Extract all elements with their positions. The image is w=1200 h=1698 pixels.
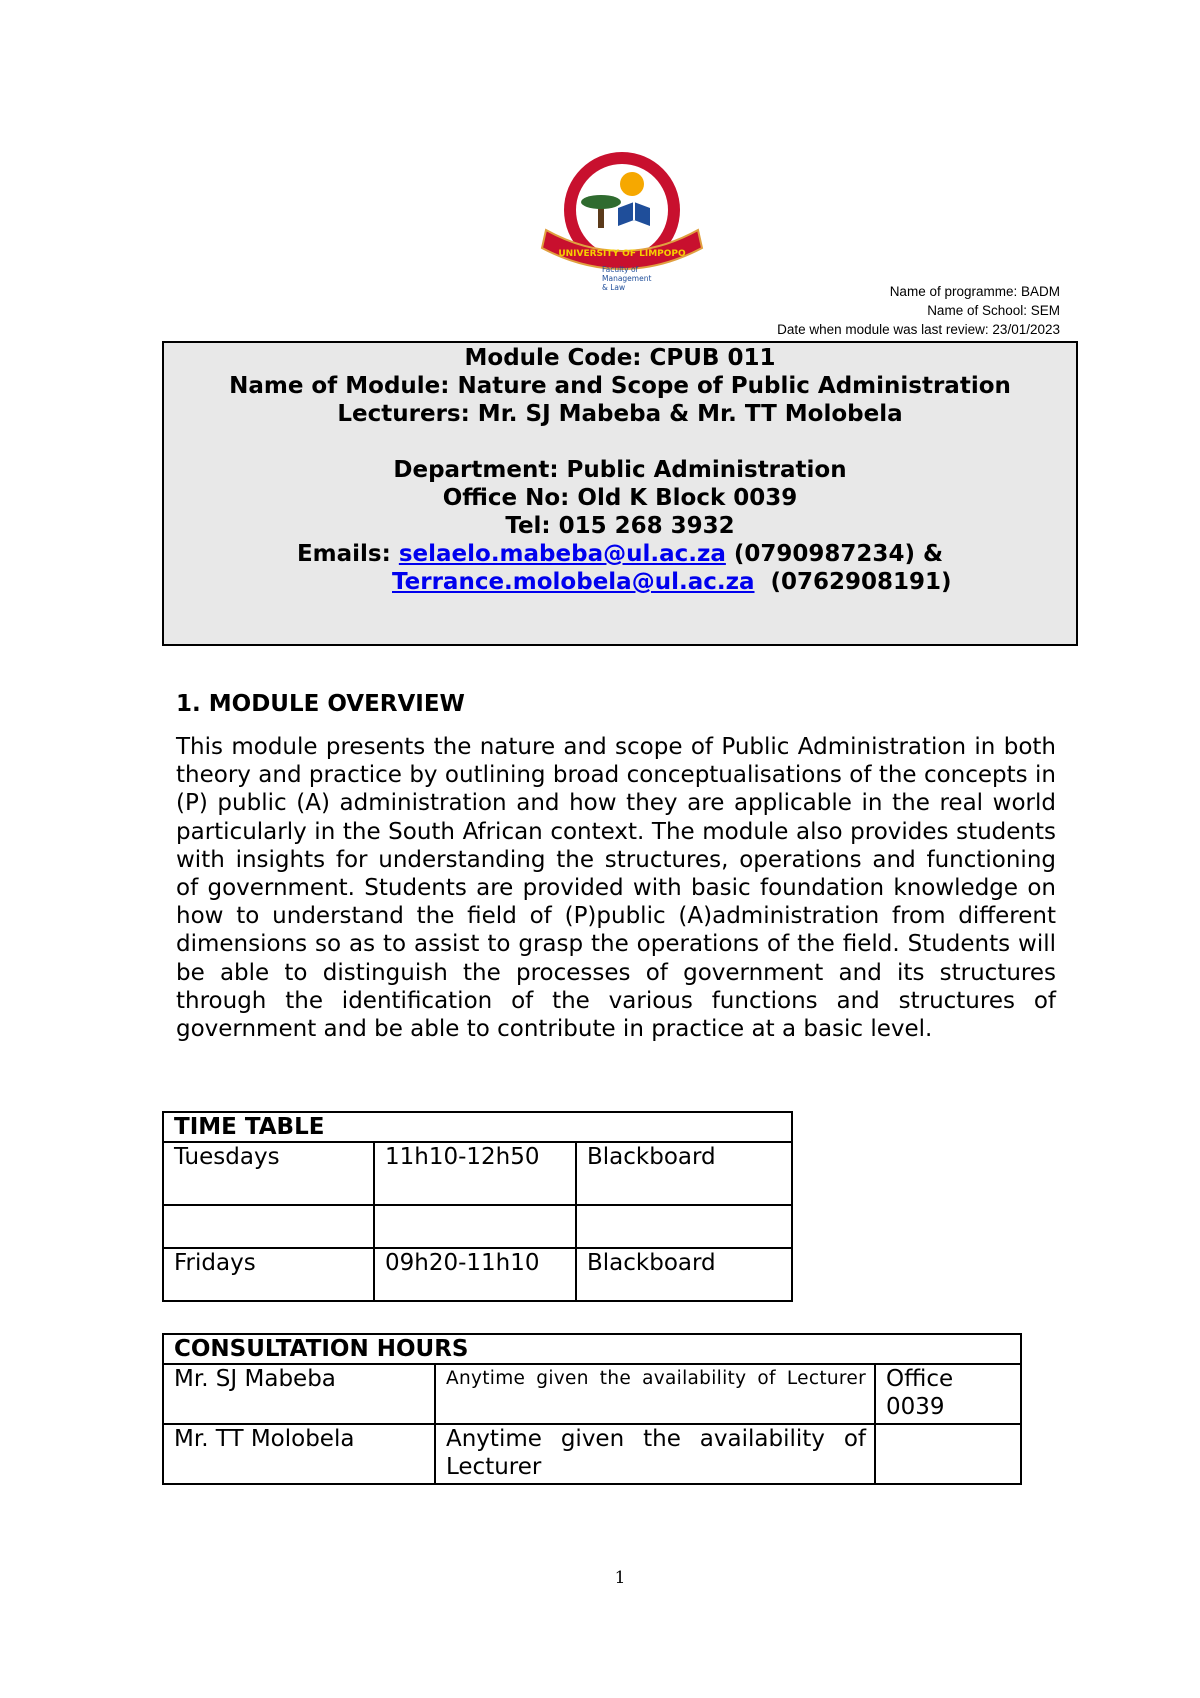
email-line-2 [392,568,952,596]
consultation-lecturer: Mr. TT Molobela [163,1424,435,1484]
timetable [162,1111,793,1302]
lecturers: Lecturers: Mr. SJ Mabeba & Mr. TT Molobela [337,401,903,427]
timetable-title: TIME TABLE [163,1112,792,1142]
table-row [163,1248,792,1301]
telephone: Tel: 015 268 3932 [505,513,735,539]
overview-heading: 1. MODULE OVERVIEW [176,691,465,717]
timetable-day: Tuesdays [163,1142,374,1205]
timetable-header-row [163,1112,792,1142]
timetable-time [374,1205,576,1248]
university-logo [536,144,708,296]
table-row [163,1424,1021,1484]
timetable-day: Fridays [163,1248,374,1301]
table-row [163,1364,1021,1424]
table-row [163,1205,792,1248]
consultation-office: Office 0039 [875,1364,1021,1424]
email-phone-molobela: (0762908191) [754,569,952,595]
timetable-day [163,1205,374,1248]
timetable-time: 09h20-11h10 [374,1248,576,1301]
logo-banner-text: UNIVERSITY OF LIMPOPO [558,249,686,259]
office-number: Office No: Old K Block 0039 [442,485,798,511]
table-row [163,1142,792,1205]
consultation-header-row [163,1334,1021,1364]
consultation-lecturer: Mr. SJ Mabeba [163,1364,435,1424]
module-name: Name of Module: Nature and Scope of Public Administration [229,373,1011,399]
module-info-box [162,341,1078,646]
email-link-mabeba[interactable]: selaelo.mabeba@ul.ac.za [398,541,726,567]
timetable-time: 11h10-12h50 [374,1142,576,1205]
department: Department: Public Administration [393,457,847,483]
logo-faculty-line-2: Management [602,274,652,283]
emails-line [164,540,1076,568]
emails-label: Emails: [296,541,391,567]
consultation-availability: Anytime given the availability of Lecturer [435,1424,875,1484]
programme-name: Name of programme: BADM [889,284,1060,299]
logo-faculty-line-1: Faculty of [602,265,639,274]
logo-tree-trunk [598,206,604,228]
consultation-availability: Anytime given the availability of Lecturer [435,1364,875,1424]
logo-sun [620,172,644,196]
overview-paragraph: This module presents the nature and scope of Public Administration in both theory and practice by outlining broad conceptualisations of the concepts in (P) public (A) administration and how they are applicable in the real world particularly in the South African context. The module also provides students with insights for understanding the structures, operations and functioning of government. Students are provided with basic foundation knowledge on how to understand the field of (P)public (A)administration from different dimensions so as to assist to grasp the operations of the field. Students will be able to distinguish the processes of government and its structures through the identification of the various functions and structures of government and be able to contribute in practice at a basic level. [176,734,1056,1043]
timetable-venue [576,1205,792,1248]
timetable-venue: Blackboard [576,1142,792,1205]
consultation-office [875,1424,1021,1484]
consultation-hours-table [162,1333,1022,1485]
review-date: Date when module was last review: 23/01/2023 [777,322,1060,337]
school-name: Name of School: SEM [927,303,1060,318]
email-link-molobela[interactable]: Terrance.molobela@ul.ac.za [392,569,755,595]
consultation-title: CONSULTATION HOURS [163,1334,1021,1364]
timetable-venue: Blackboard [576,1248,792,1301]
logo-tree-crown [581,195,621,209]
module-code: Module Code: CPUB 011 [464,345,776,371]
email-phone-mabeba: (0790987234) & [725,541,944,567]
logo-faculty-line-3: & Law [602,283,626,292]
page-number: 1 [614,1568,626,1588]
